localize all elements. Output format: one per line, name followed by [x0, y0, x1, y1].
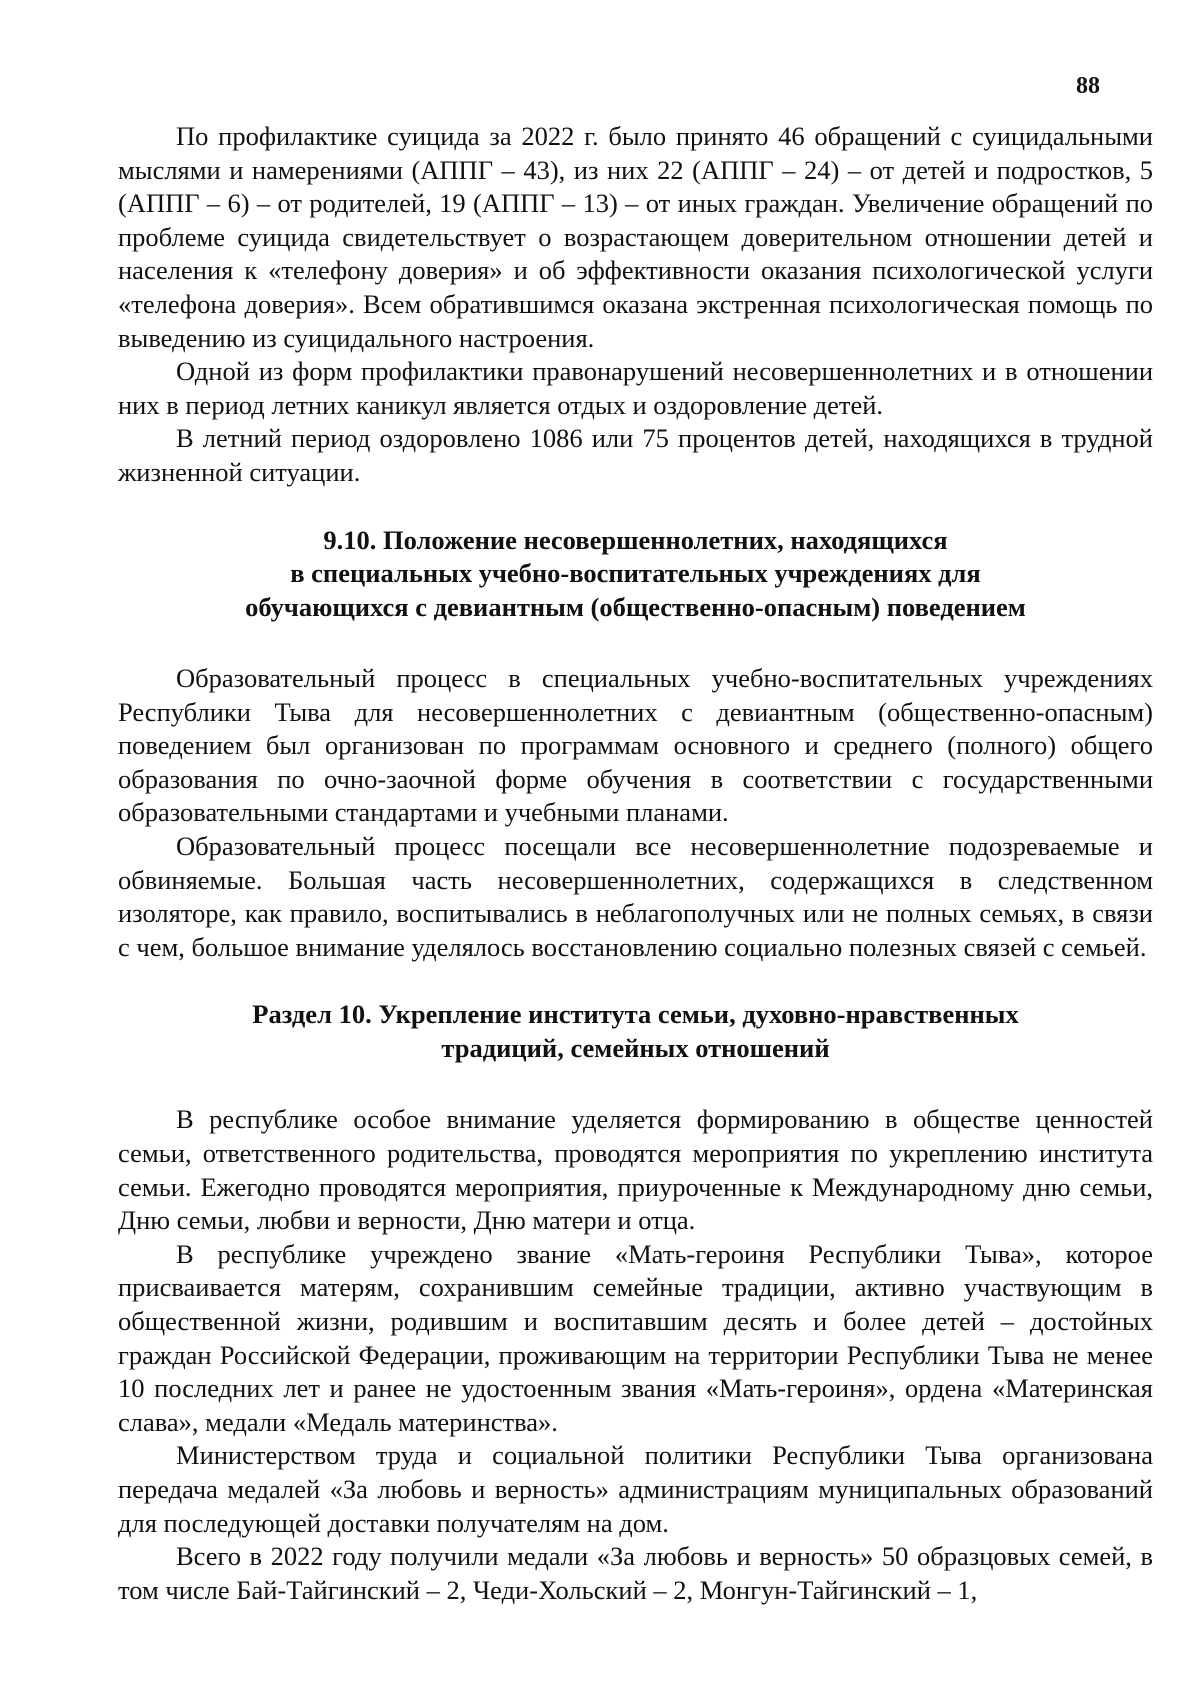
- paragraph-summer-recreation: Одной из форм профилактики правонарушений несовершеннолетних и в отношении них в период летних каникул является отдых и оздоровление детей.: [118, 356, 1153, 420]
- section-heading-9-10: [118, 524, 1153, 625]
- spacer: [118, 1065, 1153, 1103]
- paragraph-family-values: В республике особое внимание уделяется формированию в обществе ценностей семьи, ответственного родительства, проводятся мероприятия по укреплению института семьи. Ежегодно проводятся мероприятия, приуроченные к Международному дню семьи, Дню семьи, любви и верности, Дню матери и отца.: [118, 1104, 1153, 1236]
- heading-line: традиций, семейных отношений: [441, 1032, 830, 1063]
- paragraph-educational-process: Образовательный процесс в специальных учебно-воспитательных учреждениях Республики Тыва для несовершеннолетних с девиантным (общественно-опасным) поведением был организован по программам основного и среднего (полного) общего образования по очно-заочной форме обучения в соответствии с государственными образовательными стандартами и учебными планами.: [118, 663, 1153, 828]
- section-heading-10: [118, 998, 1153, 1065]
- spacer: [118, 624, 1153, 662]
- paragraph-suicide-prevention: По профилактике суицида за 2022 г. было принято 46 обращений с суицидальными мыслями и намерениями (АППГ – 43), из них 22 (АППГ – 24) – от детей и подростков, 5 (АППГ – 6) – от родителей, 19 (АППГ – 13) – от иных граждан. Увеличение обращений по проблеме суицида свидетельствует о возрастающем доверительном отношении детей и населения к «телефону доверия» и об эффективности оказания психологической услуги «телефона доверия». Всем обратившимся оказана экстренная психологическая помощь по выведению из суицидального настроения.: [118, 121, 1153, 353]
- paragraph-medals-2022: Всего в 2022 году получили медали «За любовь и верность» 50 образцовых семей, в том числе Бай-Тайгинский – 2, Чеди-Хольский – 2, Монгун-Тайгинский – 1,: [118, 1541, 1153, 1605]
- spacer: [118, 490, 1153, 524]
- paragraph-summer-health: В летний период оздоровлено 1086 или 75 процентов детей, находящихся в трудной жизненной ситуации.: [118, 423, 1153, 487]
- heading-line: 9.10. Положение несовершеннолетних, находящихся: [323, 524, 948, 555]
- heading-line: в специальных учебно-воспитательных учреждениях для: [290, 558, 981, 589]
- paragraph-medals-transfer: Министерством труда и социальной политики Республики Тыва организована передача медалей «За любовь и верность» администрациям муниципальных образований для последующей доставки получателям на дом.: [118, 1440, 1153, 1538]
- paragraph-detention-education: Образовательный процесс посещали все несовершеннолетние подозреваемые и обвиняемые. Большая часть несовершеннолетних, содержащихся в следственном изоляторе, как правило, воспитывались в неблагополучных или не полных семьях, в связи с чем, большое внимание уделялось восстановлению социально полезных связей с семьей.: [118, 831, 1153, 962]
- spacer: [118, 964, 1153, 998]
- heading-line: обучающихся с девиантным (общественно-опасным) поведением: [245, 591, 1026, 622]
- page-number: 88: [1076, 73, 1100, 99]
- heading-line: Раздел 10. Укрепление института семьи, духовно-нравственных: [252, 999, 1019, 1030]
- paragraph-mother-heroine: В республике учреждено звание «Мать-героиня Республики Тыва», которое присваивается матерям, сохранившим семейные традиции, активно участвующим в общественной жизни, родившим и воспитавшим десять и более детей – достойных граждан Российской Федерации, проживающим на территории Республики Тыва не менее 10 последних лет и ранее не удостоенным звания «Мать-героиня», ордена «Материнская слава», медали «Медаль материнства».: [118, 1238, 1153, 1437]
- page-content: [118, 120, 1153, 1607]
